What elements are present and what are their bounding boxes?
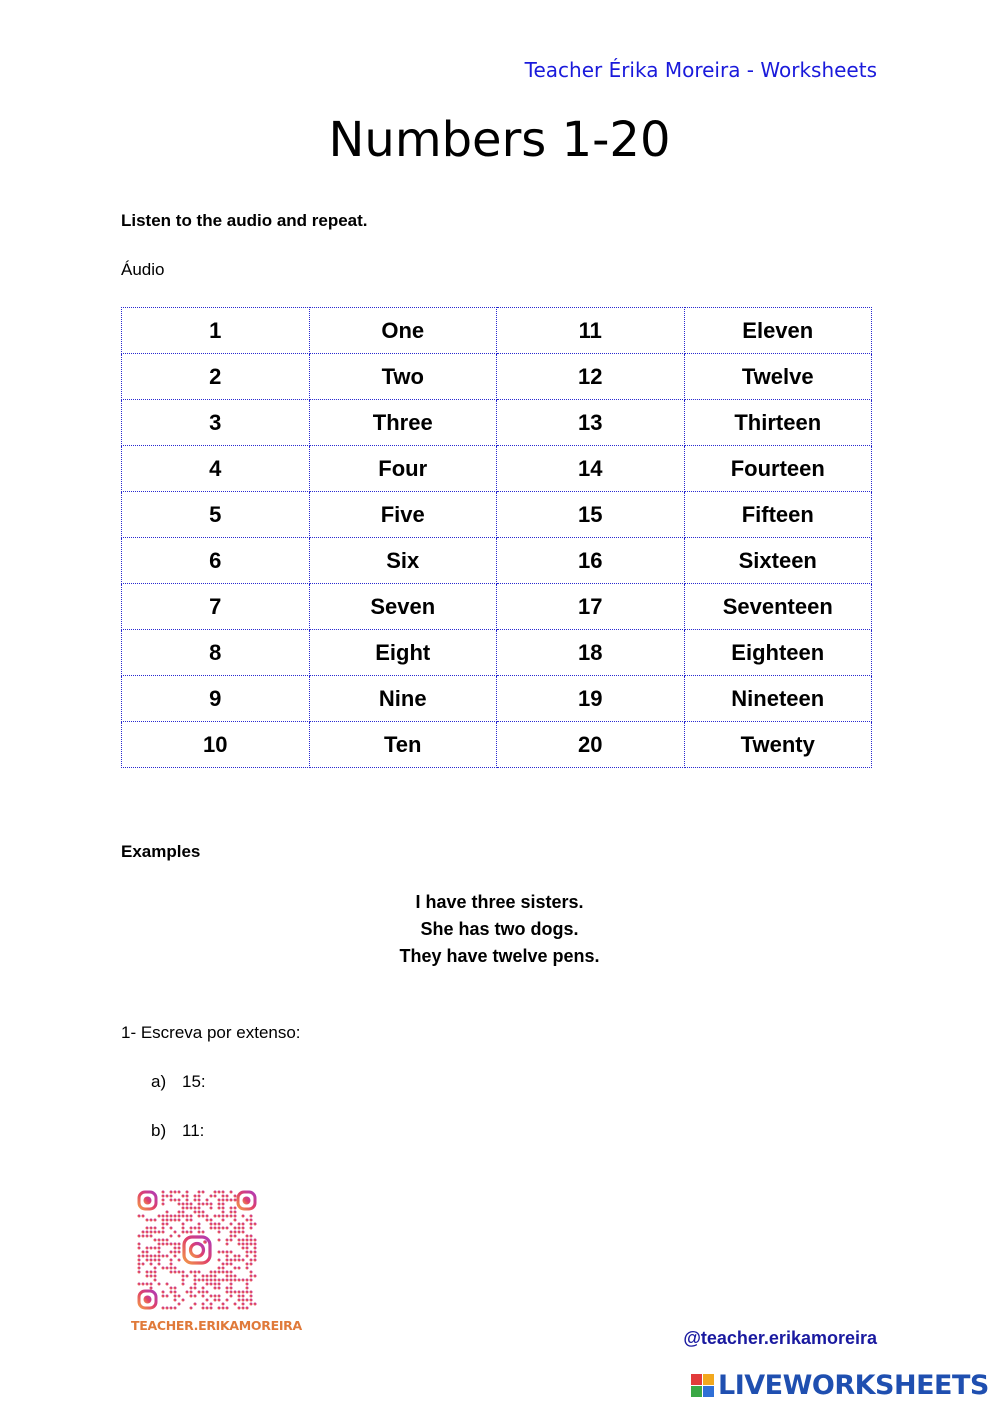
exercise-title: 1- Escreva por extenso: — [121, 1023, 301, 1042]
table-cell: Nineteen — [684, 676, 872, 722]
table-cell: 15 — [497, 492, 685, 538]
table-cell: 5 — [122, 492, 310, 538]
table-cell: 17 — [497, 584, 685, 630]
table-cell: 20 — [497, 722, 685, 768]
table-row — [122, 584, 872, 630]
table-cell: Twenty — [684, 722, 872, 768]
table-cell: Four — [309, 446, 497, 492]
table-row — [122, 446, 872, 492]
exercise-item[interactable] — [151, 1121, 204, 1141]
qr-caption: TEACHER.ERIKAMOREIRA — [131, 1318, 302, 1333]
table-cell: Seventeen — [684, 584, 872, 630]
exercise-item-letter: b) — [151, 1121, 167, 1140]
table-cell: 14 — [497, 446, 685, 492]
table-row — [122, 492, 872, 538]
example-sentences — [0, 889, 999, 970]
example-sentence: I have three sisters. — [415, 892, 584, 912]
table-cell: Eighteen — [684, 630, 872, 676]
table-cell: Nine — [309, 676, 497, 722]
logo-square — [691, 1374, 702, 1385]
example-sentence: They have twelve pens. — [399, 946, 600, 966]
header-credit: Teacher Érika Moreira - Worksheets — [524, 58, 877, 82]
instagram-qr-icon — [137, 1190, 257, 1310]
table-cell: Seven — [309, 584, 497, 630]
numbers-table — [121, 307, 872, 768]
table-row — [122, 308, 872, 354]
table-cell: Eight — [309, 630, 497, 676]
table-cell: Eleven — [684, 308, 872, 354]
liveworksheets-logo-icon — [691, 1374, 714, 1397]
social-handle[interactable]: @teacher.erikamoreira — [683, 1328, 877, 1348]
brand-text: LIVEWORKSHEETS — [718, 1370, 989, 1401]
audio-label[interactable]: Áudio — [121, 260, 165, 279]
table-cell: 8 — [122, 630, 310, 676]
table-row — [122, 676, 872, 722]
table-cell: 19 — [497, 676, 685, 722]
table-cell: 13 — [497, 400, 685, 446]
table-cell: Five — [309, 492, 497, 538]
table-cell: Six — [309, 538, 497, 584]
table-cell: 9 — [122, 676, 310, 722]
table-cell: 4 — [122, 446, 310, 492]
example-sentence: She has two dogs. — [420, 919, 579, 939]
table-cell: 16 — [497, 538, 685, 584]
table-cell: 1 — [122, 308, 310, 354]
table-row — [122, 400, 872, 446]
table-cell: Sixteen — [684, 538, 872, 584]
exercise-item-text: 11: — [182, 1121, 205, 1140]
table-cell: 2 — [122, 354, 310, 400]
table-cell: 10 — [122, 722, 310, 768]
table-row — [122, 354, 872, 400]
table-cell: 11 — [497, 308, 685, 354]
logo-square — [703, 1386, 714, 1397]
table-cell: 12 — [497, 354, 685, 400]
table-cell: Fifteen — [684, 492, 872, 538]
table-cell: Ten — [309, 722, 497, 768]
table-row — [122, 722, 872, 768]
table-cell: One — [309, 308, 497, 354]
page-title: Numbers 1-20 — [328, 112, 671, 168]
table-cell: Two — [309, 354, 497, 400]
instagram-qr-block[interactable] — [131, 1190, 302, 1333]
exercise-item-letter: a) — [151, 1072, 167, 1091]
instruction-text: Listen to the audio and repeat. — [121, 211, 368, 230]
exercise-item[interactable] — [151, 1072, 206, 1092]
logo-square — [703, 1374, 714, 1385]
exercise-item-text: 15: — [182, 1072, 206, 1091]
table-cell: 3 — [122, 400, 310, 446]
table-row — [122, 630, 872, 676]
table-row — [122, 538, 872, 584]
table-cell: 7 — [122, 584, 310, 630]
examples-heading: Examples — [121, 842, 201, 861]
table-cell: Fourteen — [684, 446, 872, 492]
table-cell: 18 — [497, 630, 685, 676]
table-cell: Three — [309, 400, 497, 446]
table-cell: Twelve — [684, 354, 872, 400]
liveworksheets-brand[interactable] — [691, 1370, 989, 1401]
table-cell: Thirteen — [684, 400, 872, 446]
logo-square — [691, 1386, 702, 1397]
table-cell: 6 — [122, 538, 310, 584]
